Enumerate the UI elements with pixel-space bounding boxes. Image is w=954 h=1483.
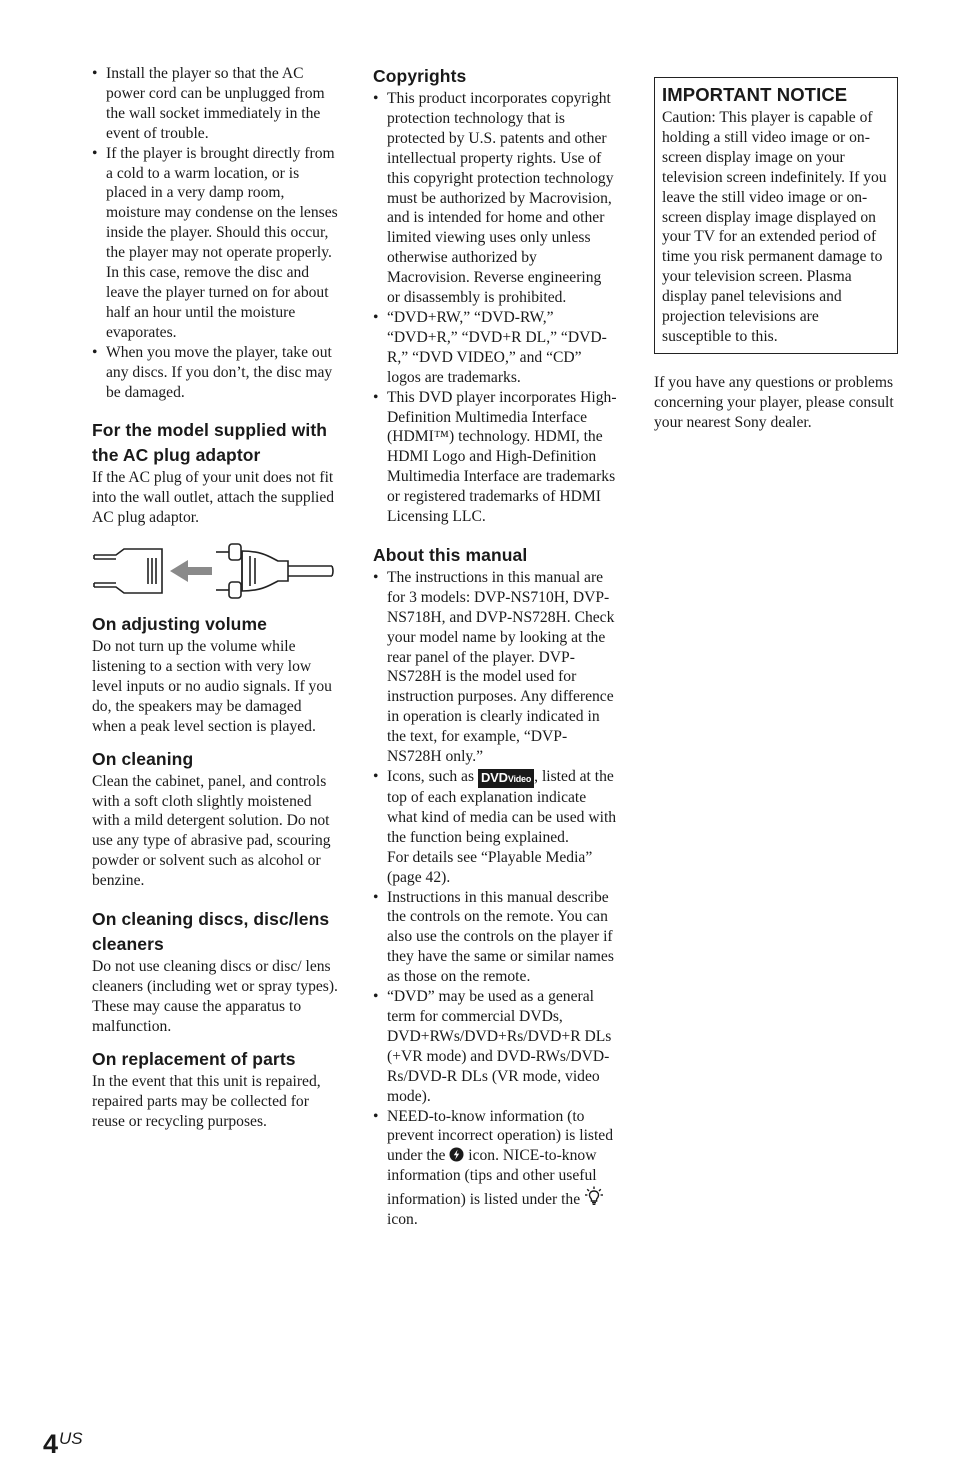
plug-adaptor-illustration xyxy=(92,542,334,600)
list-item: • When you move the player, take out any discs. If you don’t, the disc may be damaged. xyxy=(92,343,338,403)
important-notice-box xyxy=(654,77,898,354)
text-fragment: Icons, such as xyxy=(387,768,478,785)
badge-small: Video xyxy=(507,774,532,784)
warning-icon xyxy=(449,1147,464,1162)
list-item xyxy=(373,1107,617,1230)
section-heading: For the model supplied with the AC plug adaptor xyxy=(92,420,328,466)
precautions-list xyxy=(92,64,338,402)
section-heading: Copyrights xyxy=(373,66,467,86)
text-fragment: NEED-to-know information (to prevent incorrect operation) is listed under the xyxy=(387,1107,614,1165)
list-item: • If the player is brought directly from a cold to a warm location, or is placed in a very damp room, moisture may condense on the lenses inside the player. Should this occur, the player may not operate properly. In this case, remove the disc and leave the player turned on for about half an hour until the moisture evaporates. xyxy=(92,144,338,343)
column-middle xyxy=(373,64,617,1230)
contact-text: If you have any questions or problems concerning your player, please consult your nearest Sony dealer. xyxy=(654,373,894,431)
section-cleaning xyxy=(92,747,338,891)
page-number-suffix: US xyxy=(59,1429,83,1448)
notice-text: Caution: This player is capable of holding a still video image or on-screen display image on your television screen indefinitely. If you leave the still video image or on-screen display image displayed on your TV for an extended period of time you risk permanent damage to your television screen. Plasma display panel televisions and projection televisions are susceptible to this. xyxy=(662,109,887,345)
list-item: • Instructions in this manual describe the controls on the remote. You can also use the controls on the player if they have the same or similar names as those on the remote. xyxy=(373,888,617,988)
column-right xyxy=(654,64,898,433)
badge-main: DVD xyxy=(480,770,508,785)
list-item: • This product incorporates copyright protection technology that is protected by U.S. patents and other intellectual property rights. Use of this copyright protection technology must be authorized by Macrovision, and is intended for home and other limited viewing uses only unless otherwise authorized by Macrovision. Reverse engineering or disassembly is prohibited. xyxy=(373,89,617,308)
dvd-video-icon xyxy=(478,769,534,788)
list-item: • The instructions in this manual are for 3 models: DVP-NS710H, DVP-NS718H, and DVP-NS728H. Check your model name by looking at the rear panel of the player. DVP-NS728H is the model used for instruction purposes. Any difference in operation is clearly indicated in the text, for example, “DVP-NS728H only.” xyxy=(373,568,617,767)
section-about-manual xyxy=(373,543,617,1230)
section-plug-adaptor xyxy=(92,418,338,600)
section-replacement xyxy=(92,1047,338,1132)
list-item: • “DVD+RW,” “DVD-RW,” “DVD+R,” “DVD+R DL,” “DVD-R,” “DVD VIDEO,” and “CD” logos are trademarks. xyxy=(373,308,617,388)
text-fragment: For details see “Playable Media” (page 42). xyxy=(387,848,593,886)
section-text: Clean the cabinet, panel, and controls with a soft cloth slightly moistened with a mild detergent solution. Do not use any type of abrasive pad, scouring powder or solvent such as alcohol or benzine. xyxy=(92,772,331,890)
section-cleaning-discs xyxy=(92,907,338,1037)
section-heading: On cleaning xyxy=(92,748,194,769)
section-volume xyxy=(92,612,338,737)
text-fragment: icon. xyxy=(387,1211,418,1229)
list-item: • Install the player so that the AC power cord can be unplugged from the wall socket immediately in the event of trouble. xyxy=(92,64,338,144)
list-item: • This DVD player incorporates High-Definition Multimedia Interface (HDMI™) technology. HDMI, the HDMI Logo and High-Definition Multimedia Interface are trademarks or registered trademarks of HDMI Licensing LLC. xyxy=(373,388,617,527)
section-heading: On replacement of parts xyxy=(92,1048,296,1069)
page-number xyxy=(43,1422,83,1461)
list-item xyxy=(373,767,617,888)
list-item: • “DVD” may be used as a general term for commercial DVDs, DVD+RWs/DVD+Rs/DVD+R DLs (+VR mode) and DVD-RWs/DVD-Rs/DVD-R DLs (VR mode, video mode). xyxy=(373,987,617,1106)
column-left xyxy=(92,64,338,1131)
manual-list xyxy=(373,568,617,1230)
section-text: In the event that this unit is repaired, repaired parts may be collected for reuse or recycling purposes. xyxy=(92,1072,321,1130)
copyrights-list xyxy=(373,89,617,527)
section-heading: On adjusting volume xyxy=(92,614,267,635)
notice-heading: IMPORTANT NOTICE xyxy=(662,84,848,105)
text-fragment: icon. NICE-to-know information (tips and other useful information) is listed under the xyxy=(387,1147,597,1209)
section-heading: On cleaning discs, disc/lens cleaners xyxy=(92,909,330,955)
section-heading: About this manual xyxy=(373,544,528,565)
section-text: Do not turn up the volume while listening to a section with very low level inputs or no audio signals. If you do, the speakers may be damaged when a peak level section is played. xyxy=(92,638,332,735)
page-number-digit: 4 xyxy=(43,1429,59,1459)
section-copyrights xyxy=(373,64,617,527)
section-text: If the AC plug of your unit does not fit into the wall outlet, attach the supplied AC plug adaptor. xyxy=(92,469,335,527)
lightbulb-tip-icon xyxy=(584,1186,604,1206)
text-fragment: , listed at the top of each explanation indicate what kind of media can be used with the function being explained. xyxy=(387,768,617,846)
section-text: Do not use cleaning discs or disc/ lens cleaners (including wet or spray types). These may cause the apparatus to malfunction. xyxy=(92,958,338,1035)
